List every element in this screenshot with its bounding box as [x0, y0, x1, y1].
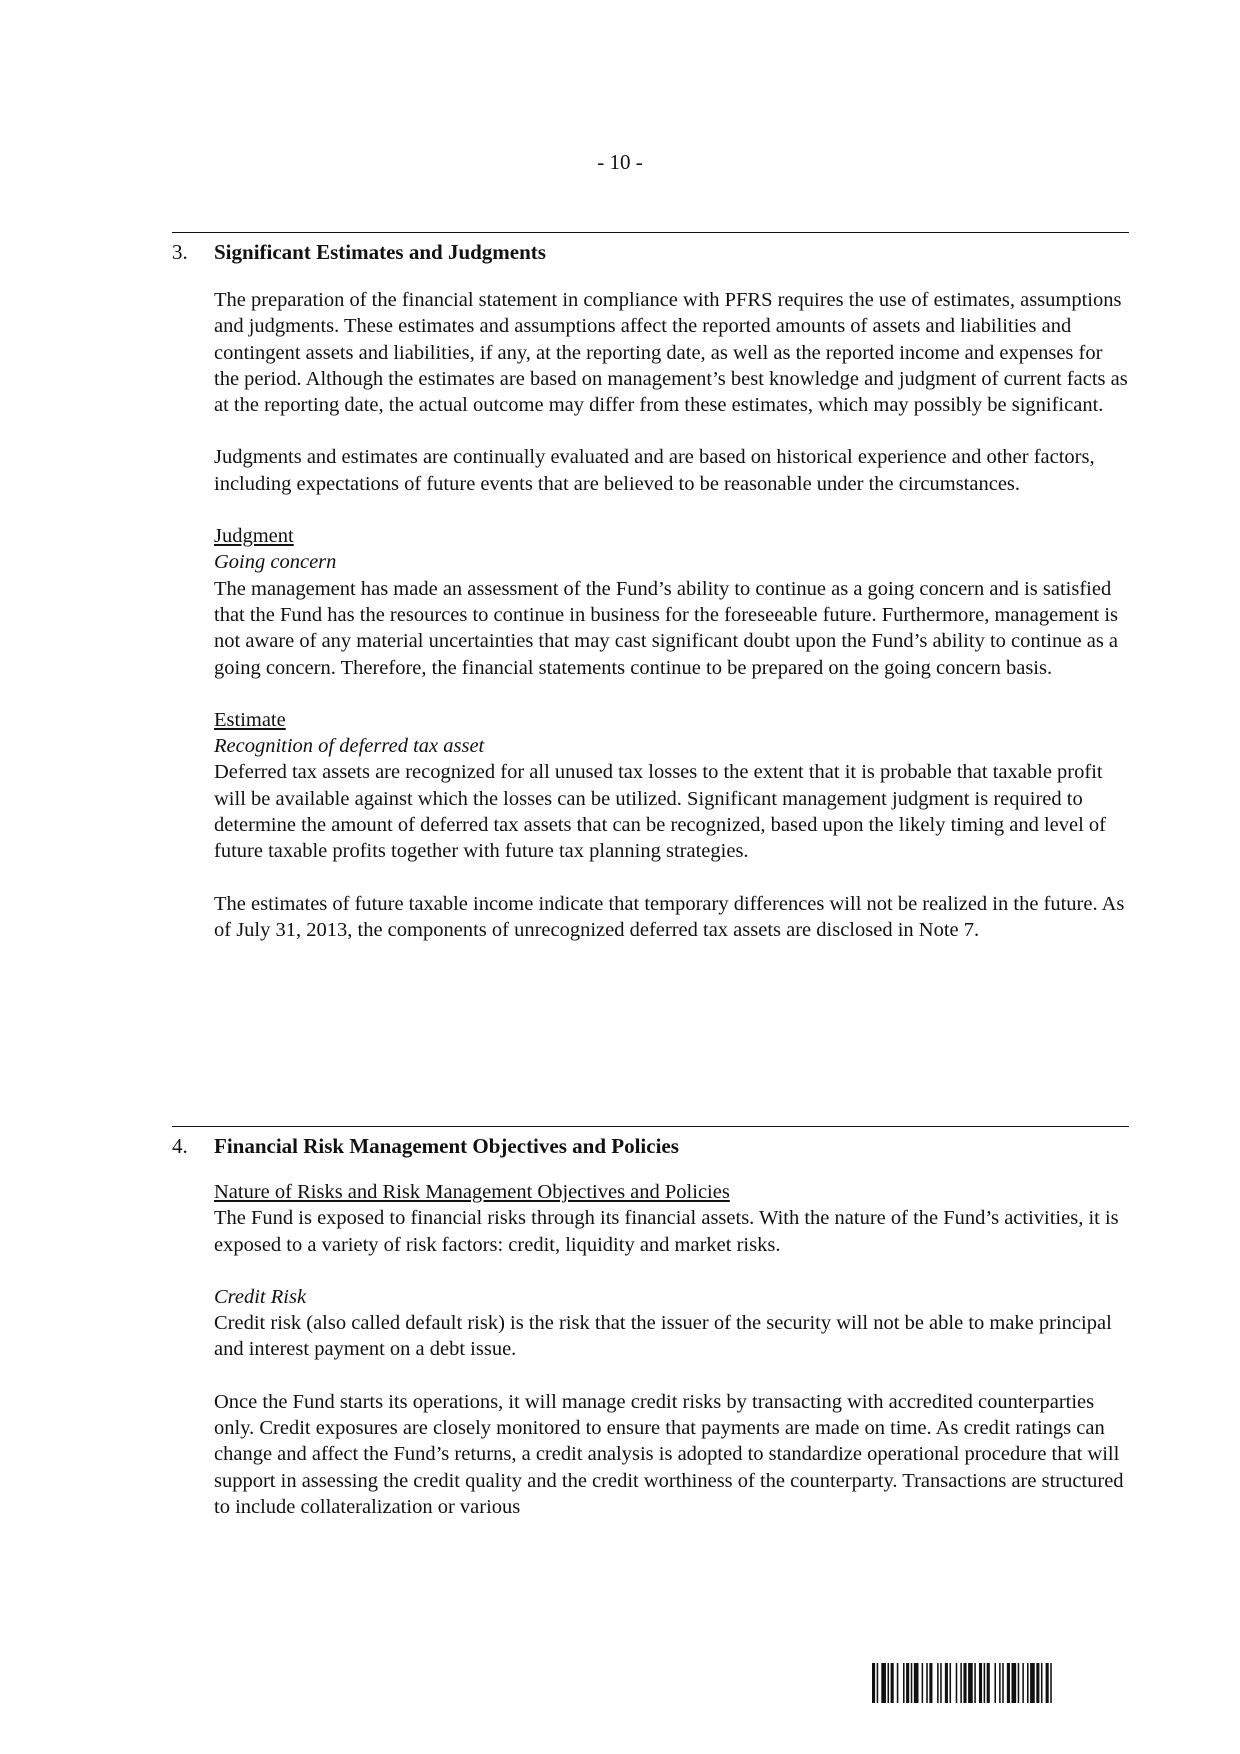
section-heading — [172, 1133, 1129, 1159]
paragraph: Once the Fund starts its operations, it will manage credit risks by transacting with accredited counterparties only. Credit exposures are closely monitored to ensure that payments are made on time. As credit ratings can change and affect the Fund’s returns, a credit analysis is adopted to standardize operational procedure that will support in assessing the credit quality and the credit worthiness of the counterparty. Transactions are structured to include collateralization or various — [214, 1390, 1124, 1518]
section-heading — [172, 239, 1129, 265]
section-body — [214, 1179, 1129, 1520]
section-title: Significant Estimates and Judgments — [214, 240, 546, 264]
paragraph: The Fund is exposed to financial risks through its financial assets. With the nature of the Fund’s activities, it is exposed to a variety of risk factors: credit, liquidity and market risks. — [214, 1207, 1119, 1256]
section-number: 3. — [172, 240, 188, 264]
section-number: 4. — [172, 1134, 188, 1158]
paragraph: The management has made an assessment of the Fund’s ability to continue as a going concern and is satisfied that the Fund has the resources to continue in business for the foreseeable future. Furthermore, management is not aware of any material uncertainties that may cast significant doubt upon the Fund’s ability to continue as a going concern. Therefore, the financial statements continue to be prepared on the going concern basis. — [214, 577, 1119, 679]
section-4 — [172, 1126, 1129, 1520]
section-body — [214, 287, 1129, 943]
subheading-nature-of-risks: Nature of Risks and Risk Management Objectives and Policies — [214, 1181, 730, 1203]
subheading-estimate: Estimate — [214, 708, 286, 731]
paragraph: The preparation of the financial statement in compliance with PFRS requires the use of estimates, assumptions and judgments. These estimates and assumptions affect the reported amounts of assets and liabilities and contingent assets and liabilities, if any, at the reporting date, as well as the reported income and expenses for the period. Although the estimates are based on management’s best knowledge and judgment of current facts as at the reporting date, the actual outcome may differ from these estimates, which may possibly be significant. — [214, 289, 1128, 417]
paragraph: The estimates of future taxable income indicate that temporary differences will not be realized in the future. As of July 31, 2013, the components of unrecognized deferred tax assets are disclosed in Note 7. — [214, 892, 1125, 941]
paragraph: Credit risk (also called default risk) is the risk that the issuer of the security will not be able to make principal and interest payment on a debt issue. — [214, 1312, 1112, 1361]
section-divider — [172, 232, 1129, 233]
section-divider — [172, 1126, 1129, 1127]
subheading-judgment: Judgment — [214, 525, 294, 548]
paragraph: Judgments and estimates are continually evaluated and are based on historical experience and other factors, including expectations of future events that are believed to be reasonable under the circumstances. — [214, 446, 1095, 495]
section-3 — [172, 232, 1129, 943]
section-title: Financial Risk Management Objectives and Policies — [214, 1134, 679, 1158]
subheading-credit-risk: Credit Risk — [214, 1285, 307, 1308]
subheading-deferred-tax: Recognition of deferred tax asset — [214, 735, 485, 758]
subheading-going-concern: Going concern — [214, 551, 337, 574]
barcode-icon — [872, 1663, 1128, 1703]
page-number: - 10 - — [597, 150, 643, 174]
paragraph: Deferred tax assets are recognized for all unused tax losses to the extent that it is probable that taxable profit will be available against which the losses can be utilized. Significant management judgment is required to determine the amount of deferred tax assets that can be recognized, based upon the likely timing and level of future taxable profits together with future tax planning strategies. — [214, 761, 1107, 863]
